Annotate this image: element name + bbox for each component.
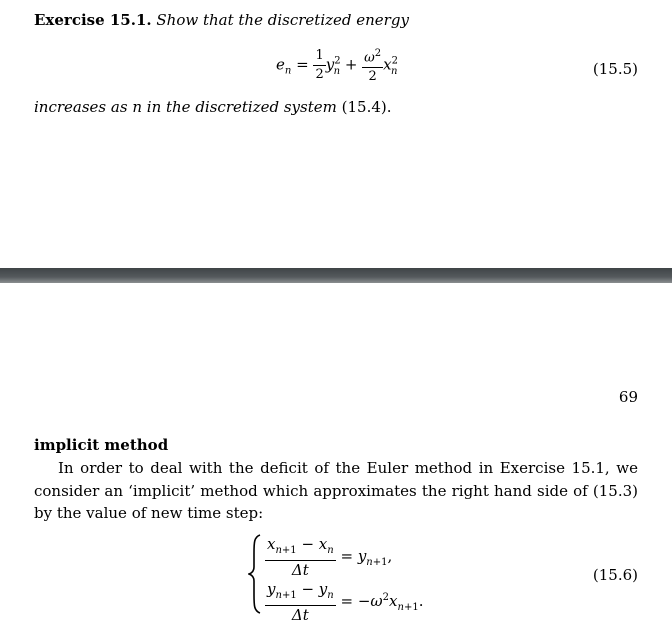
exercise-heading [34, 11, 409, 29]
section-title: implicit method [34, 436, 169, 454]
page-number: 69 [618, 388, 638, 406]
exercise-label: Exercise 15.1. [34, 11, 152, 29]
implicit-equation-2: $\frac{y_{n+1} - y_n}{\Delta t}$ = $-\omega^2x_{n+1}$. [267, 580, 424, 624]
tail-var: n [132, 98, 142, 116]
equation-number: (15.6) [592, 566, 638, 584]
implicit-equation-1: $\frac{x_{n+1} - x_n}{\Delta t}$ = $y_{n+1}$, [267, 535, 393, 579]
page-separator [0, 268, 672, 283]
energy-equation: $e_n$ = $\frac{1}{2}$ $y^2_n$ + $\frac{\omega^2}{2}$ $x^2_n$ [276, 45, 397, 86]
tail-text-2: in the discretized system [146, 98, 337, 116]
top-page [0, 0, 672, 268]
exercise-tail [34, 98, 392, 116]
bottom-page [0, 283, 672, 628]
equation-number: (15.5) [592, 60, 638, 78]
exercise-text: Show that the discretized energy [156, 11, 409, 29]
left-brace-icon [248, 533, 262, 615]
tail-text: increases as [34, 98, 128, 116]
tail-ref: (15.4). [341, 98, 392, 116]
paragraph [34, 457, 638, 525]
paragraph-text: In order to deal with the deficit of the Euler method in Exercise 15.1, we consider an ‘implicit’ method which approximates the right hand side of (15.3) by the value of new time step: [34, 459, 638, 522]
